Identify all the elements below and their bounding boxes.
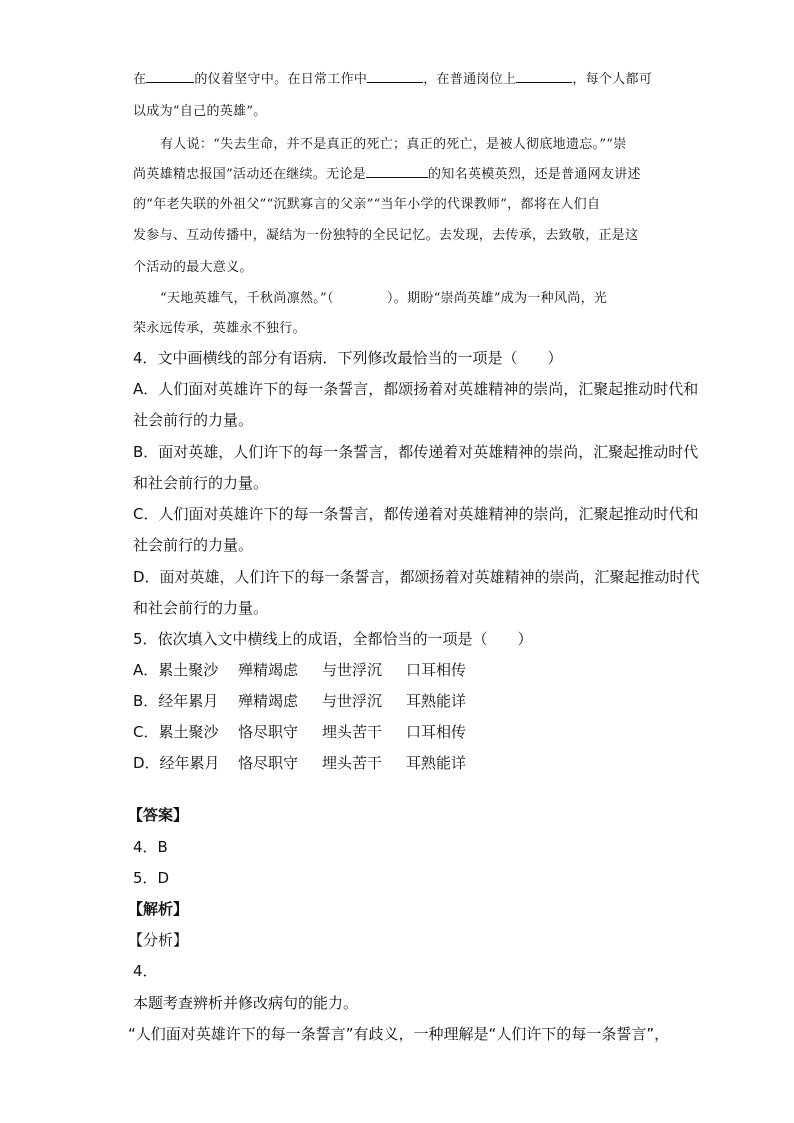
passage-line: 发参与、互动传播中，凝结为一份独特的全民记忆。去发现，去传承，去致敬，正是这 xyxy=(133,228,639,243)
q4-option-c: C．人们面对英雄许下的每一条誓言，都传递着对英雄精神的崇尚，汇聚起推动时代和 xyxy=(133,505,699,523)
passage-line: 个活动的最大意义。 xyxy=(133,260,253,275)
q5-option-a: A．累土聚沙 殚精竭虑 与世浮沉 口耳相传 xyxy=(133,661,467,679)
q4-option-d: D．面对英雄，人们许下的每一条誓言，都颂扬着对英雄精神的崇尚，汇聚起推动时代 xyxy=(133,568,700,586)
q4-option-a-cont: 社会前行的力量。 xyxy=(133,411,254,429)
answer-5: 5．D xyxy=(133,869,170,887)
q5-option-c: C．累土聚沙 恪尽职守 埋头苦干 口耳相传 xyxy=(133,723,467,741)
analysis-subheading: 【分析】 xyxy=(128,931,189,949)
q5-option-d: D．经年累月 恪尽职守 埋头苦干 耳熟能详 xyxy=(133,754,467,772)
passage-line: 有人说：“失去生命，并不是真正的死亡；真正的死亡，是被人彻底地遗忘。”“崇 xyxy=(160,137,627,152)
passage-line: 荣永远传承，英雄永不独行。 xyxy=(133,321,306,336)
fill-blank xyxy=(146,69,194,83)
q5-option-b: B．经年累月 殚精竭虑 与世浮沉 耳熟能详 xyxy=(133,692,467,710)
fill-blank xyxy=(367,69,423,83)
q4-option-d-cont: 和社会前行的力量。 xyxy=(133,599,269,617)
fill-blank xyxy=(366,164,428,178)
analysis-text: 本题考查辨析并修改病句的能力。 xyxy=(133,994,359,1012)
q4-option-a: A．人们面对英雄许下的每一条誓言，都颂扬着对英雄精神的崇尚，汇聚起推动时代和 xyxy=(133,380,699,398)
answer-4: 4．B xyxy=(133,838,168,856)
question-4-stem: 4．文中画横线的部分有语病．下列修改最恰当的一项是（ ） xyxy=(133,349,563,367)
q4-option-b: B．面对英雄，人们许下的每一条誓言，都传递着对英雄精神的崇尚，汇聚起推动时代 xyxy=(133,443,699,461)
passage-line: 在 的仪着坚守中。在日常工作中 ，在普通岗位上 ，每个人都可 xyxy=(0,68,794,87)
fill-blank xyxy=(516,69,572,83)
answer-heading: 【答案】 xyxy=(128,806,189,824)
passage-line: “天地英雄气，千秋尚凛然。”（ ）。期盼“崇尚英雄”成为一种风尚，光 xyxy=(160,291,608,306)
q4-option-c-cont: 社会前行的力量。 xyxy=(133,536,254,554)
passage-line: 尚英雄精忠报国”活动还在继续。无论是 的知名英模英烈，还是普通网友讲述 xyxy=(0,163,794,182)
analysis-text: “人们面对英雄许下的每一条誓言”有歧义，一种理解是“人们许下的每一条誓言”， xyxy=(128,1025,670,1043)
passage-line: 以成为“自己的英雄”。 xyxy=(133,104,267,119)
question-5-stem: 5．依次填入文中横线上的成语，全都恰当的一项是（ ） xyxy=(133,630,533,648)
analysis-number: 4． xyxy=(133,962,158,980)
analysis-heading: 【解析】 xyxy=(128,900,189,918)
q4-option-b-cont: 和社会前行的力量。 xyxy=(133,474,269,492)
passage-line: 的“年老失联的外祖父”“沉默寡言的父亲”“当年小学的代课教师”，都将在人们自 xyxy=(133,197,601,212)
